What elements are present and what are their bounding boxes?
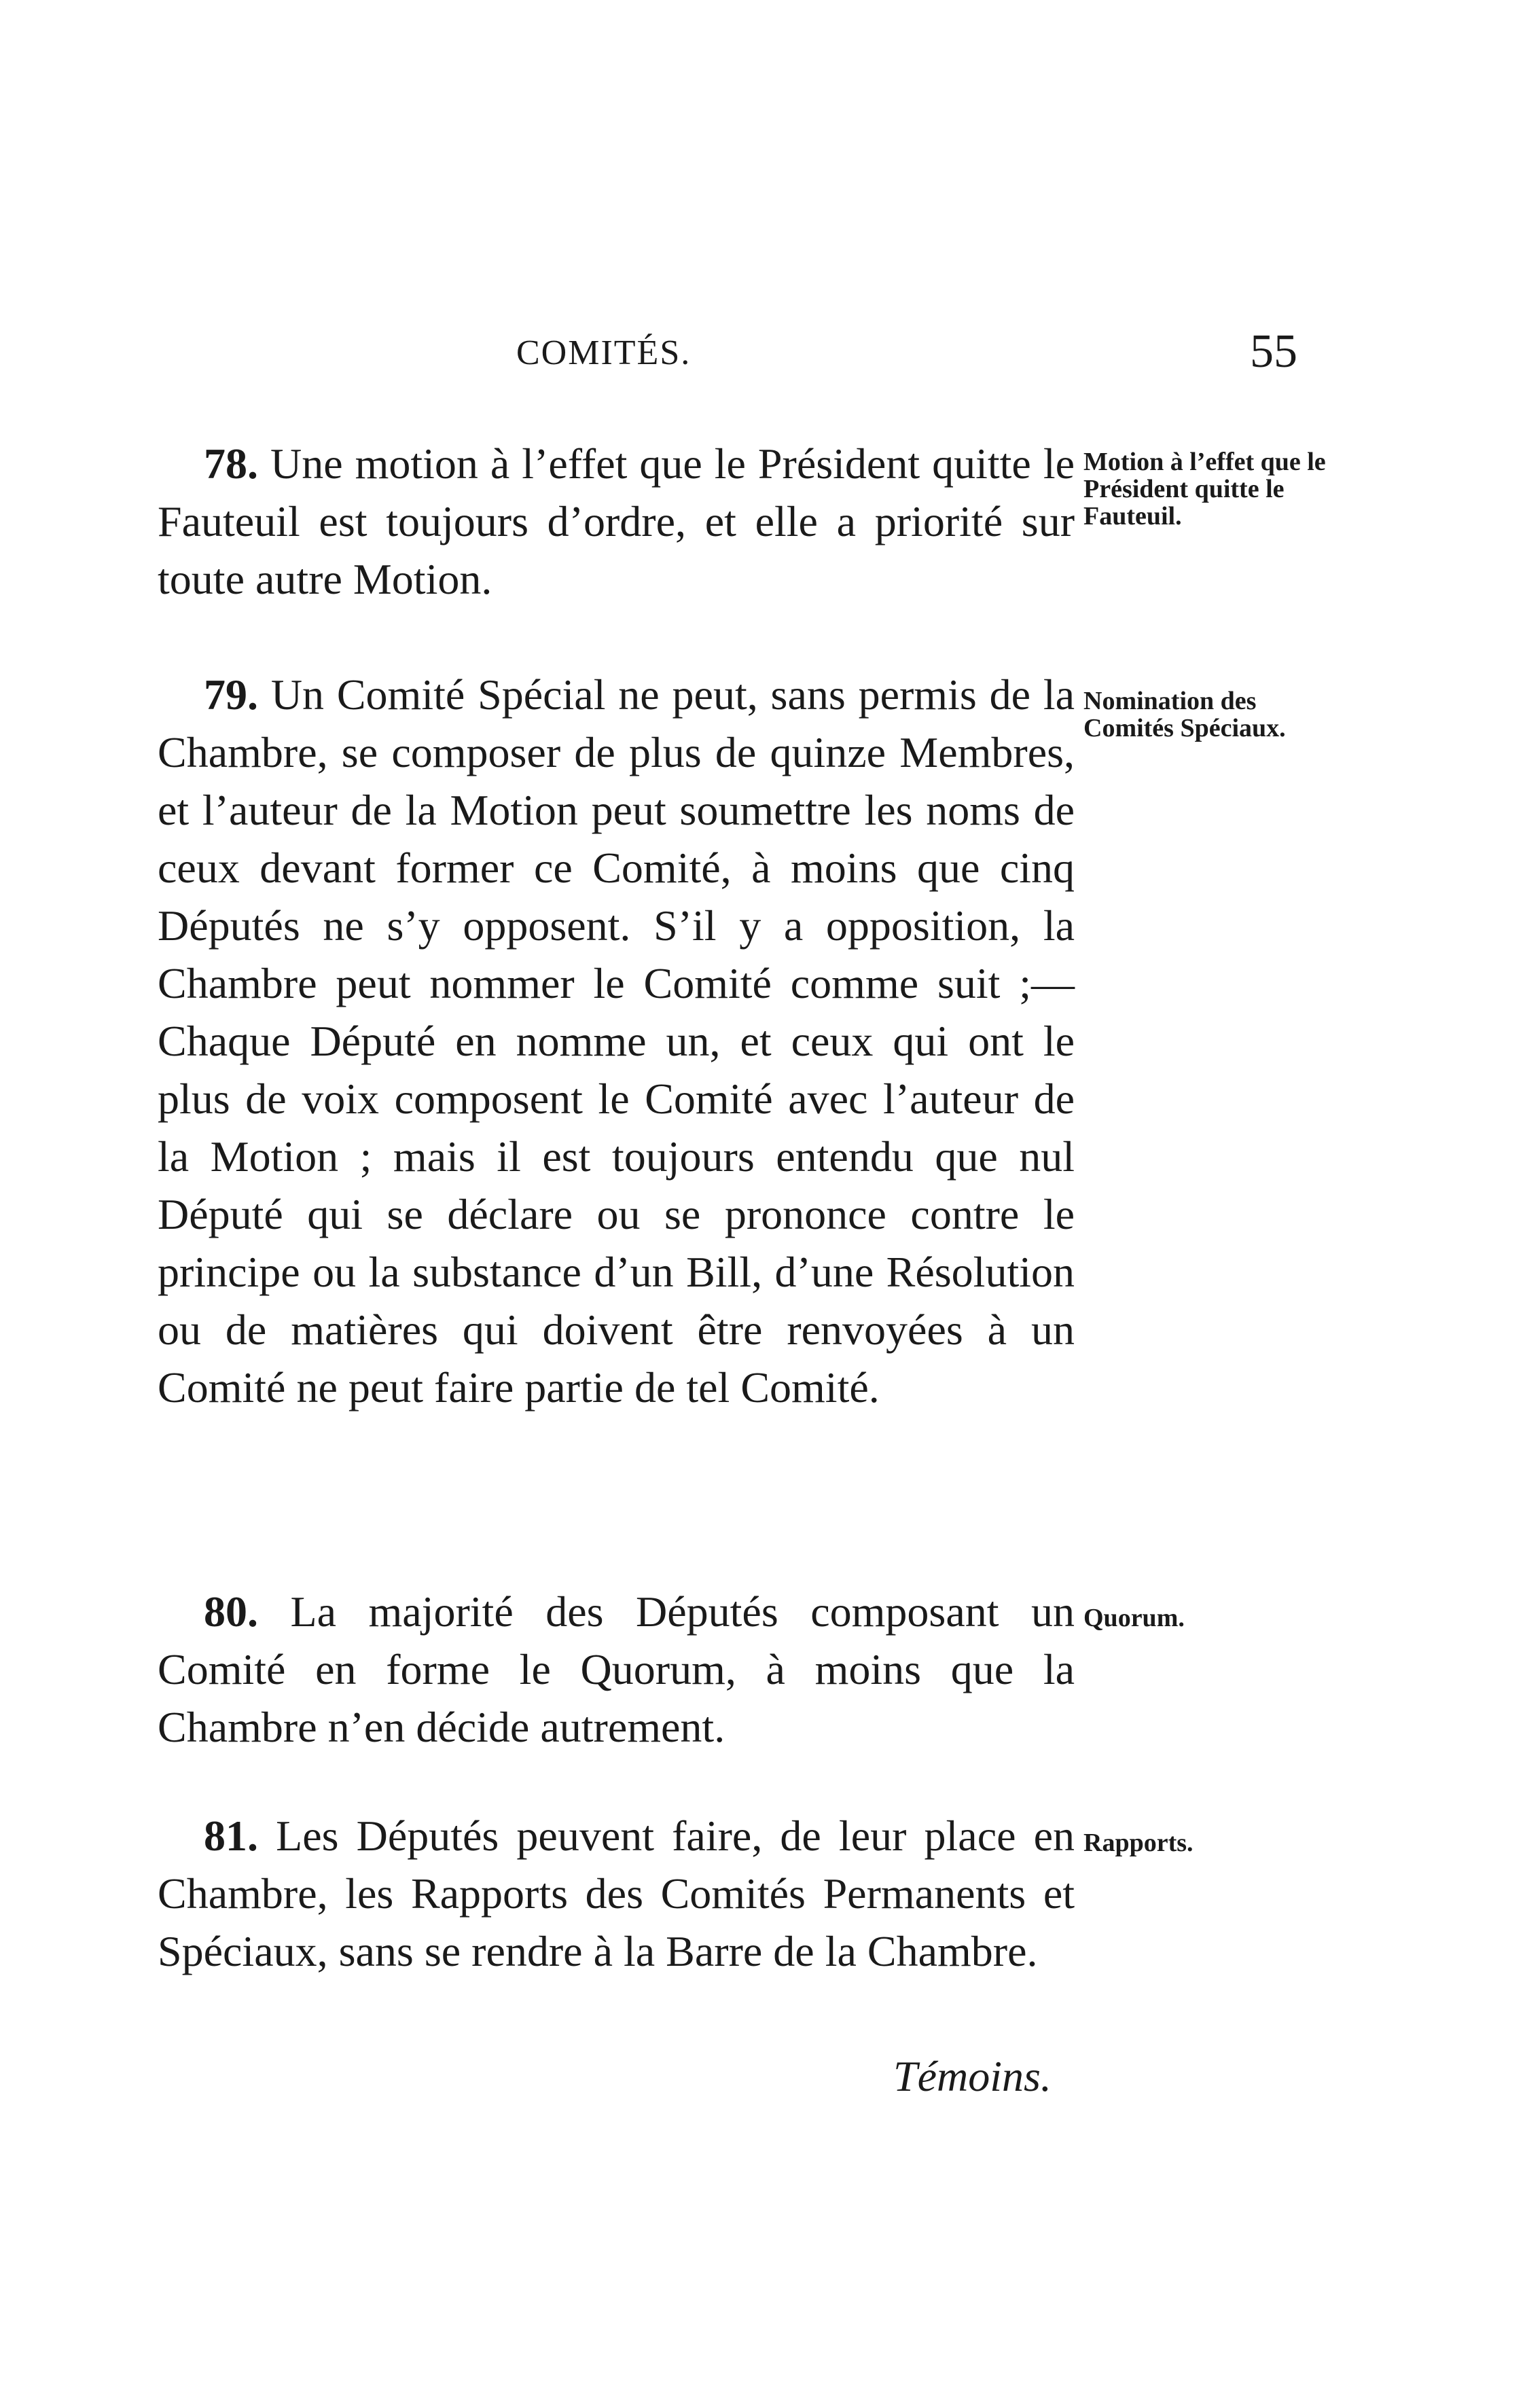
article-text: La majorité des Députés composant un Comité en forme le Quorum, à moins que la Chambre n’en décide autrement. [158,1587,1075,1751]
article-81 [158,1807,1075,1980]
article-80 [158,1583,1075,1756]
article-text: Un Comité Spécial ne peut, sans permis de la Chambre, se composer de plus de quinze Membres, et l’auteur de la Motion peut soumettre les noms de ceux devant former ce Comité, à moins que cinq Députés ne s’y opposent. S’il y a opposition, la Chambre peut nommer le Comité comme suit ;—Chaque Député en nomme un, et ceux qui ont le plus de voix composent le Comité avec l’auteur de la Motion ; mais il est toujours entendu que nul Député qui se déclare ou se prononce contre le principe ou la substance d’un Bill, d’une Résolution ou de matières qui doivent être renvoyées à un Comité ne peut faire partie de tel Comité. [158,670,1075,1412]
article-number: 81. [204,1812,258,1860]
article-78 [158,435,1075,608]
margin-note: Quorum. [1083,1604,1185,1632]
article-number: 80. [204,1587,258,1636]
article-text: Une motion à l’effet que le Président quitte le Fauteuil est toujours d’ordre, et elle a priorité sur toute autre Motion. [158,439,1075,603]
margin-note: Motion à l’effet que le Président quitte le Fauteuil. [1083,448,1326,531]
article-79 [158,666,1075,1416]
margin-note: Rapports. [1083,1829,1194,1857]
article-number: 78. [204,439,258,488]
margin-note: Nomination des Comités Spéciaux. [1083,687,1286,742]
page-number: 55 [1250,325,1297,378]
catchword: Témoins. [893,2052,1052,2100]
article-text: Les Députés peuvent faire, de leur place en Chambre, les Rapports des Comités Permanents et Spéciaux, sans se rendre à la Barre de la Chambre. [158,1812,1075,1975]
article-number: 79. [204,670,258,719]
running-head: COMITÉS. [516,334,692,372]
